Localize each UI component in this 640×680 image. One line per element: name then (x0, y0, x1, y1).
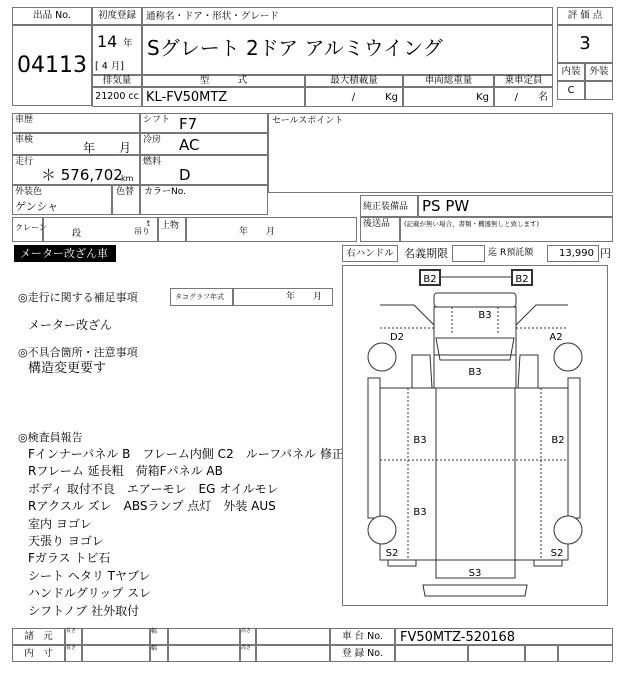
displacement-value: 21200 cc (92, 87, 142, 107)
mileage-label: 走行 (15, 157, 34, 167)
tacho-value: 年 月 (286, 292, 323, 302)
mileage-notes-heading: ◎走行に関する補足事項 (18, 291, 138, 304)
inspector-line: Fガラス トビ石 (28, 551, 111, 566)
damage-mark: B3 (478, 310, 492, 321)
fuel-value: D (179, 166, 191, 184)
recycle-label: R預託額 (500, 248, 534, 258)
spec-length (82, 628, 150, 645)
model-value: KL-FV50MTZ (142, 87, 305, 107)
inner-length-label: 長さ (65, 645, 82, 662)
inspector-line: Fインナーパネル B フレーム内側 C2 ルーフパネル 修正 (28, 447, 344, 461)
max-load-value: / Kg (305, 87, 403, 107)
spec-width (168, 628, 240, 645)
registration-cell-1 (395, 645, 468, 662)
spec-length-label: 長さ (65, 628, 82, 645)
inspector-heading: ◎検査員報告 (18, 431, 83, 444)
damage-mark: B2 (515, 274, 529, 285)
defects-note: 構造変更要す (28, 361, 107, 376)
registration-cell-3 (525, 645, 558, 662)
equipment-value: PS PW (422, 197, 470, 215)
chassis-label: 車 台 No. (330, 628, 395, 645)
shift-value: F7 (179, 115, 198, 133)
damage-mark: A2 (549, 332, 563, 343)
vehicle-title: Sグレート 2ドア アルミウイング (147, 36, 443, 60)
damage-mark: B3 (468, 367, 482, 378)
ac-value: AC (179, 136, 200, 154)
inner-height (256, 645, 330, 662)
inspector-line: Rアクスル ズレ ABSランプ 点灯 外装 AUS (28, 499, 276, 514)
gross-weight-label: 車両総重量 (403, 75, 494, 87)
spec-height (256, 628, 330, 645)
body-date: 年 月 (239, 227, 276, 237)
later-label: 後送品 (363, 219, 391, 229)
fuel-label: 燃料 (143, 157, 162, 167)
color-no-label: カラーNo. (144, 187, 186, 197)
equipment-label: 純正装備品 (363, 202, 409, 212)
gross-weight-value: Kg (403, 87, 494, 107)
crane-label: クレーン (15, 223, 47, 232)
reg-month: [ 4 月] (95, 61, 124, 72)
inspector-line: 室内 ヨゴレ (28, 516, 92, 531)
damage-mark: S2 (550, 548, 564, 559)
sales-point-label: セールスポイント (272, 116, 344, 126)
inspector-line: シフトノブ 社外取付 (28, 603, 140, 618)
mileage-value: ＊ 576,702 (41, 166, 123, 184)
reg-year-unit: 年 (123, 38, 133, 49)
inspector-line: ハンドルグリップ スレ (28, 586, 152, 601)
score-value: 3 (557, 25, 613, 63)
inner-width (168, 645, 240, 662)
meter-tampered-badge: メーター改ざん車 (14, 245, 116, 262)
inner-length (82, 645, 150, 662)
spec-label: 諸 元 (12, 628, 65, 645)
until-label: 迄 (488, 248, 498, 258)
interior-grade: C (557, 81, 585, 100)
damage-mark: B3 (413, 435, 427, 446)
capacity-value: / 名 (494, 87, 553, 107)
color-change-label: 色替 (116, 187, 135, 197)
ownership-label: 名義期限 (404, 247, 448, 260)
yen-label: 円 (600, 247, 611, 260)
damage-mark: S2 (385, 548, 399, 559)
model-label: 型 式 (142, 75, 305, 87)
crane-ton: t 吊り (134, 219, 150, 236)
inner-height-label: 高さ (240, 645, 256, 662)
shift-label: シフト (143, 115, 171, 125)
spec-height-label: 高さ (240, 628, 256, 645)
ac-label: 冷房 (143, 135, 162, 145)
damage-mark: S3 (468, 568, 482, 579)
crane-stage: 段 (72, 229, 82, 239)
damage-mark: B2 (423, 274, 437, 285)
mileage-unit: km (121, 174, 134, 183)
displacement-label: 排気量 (92, 75, 142, 87)
tacho-label: タコグラフ年式 (175, 293, 224, 301)
first-reg-label: 初度登録 (92, 7, 142, 25)
inner-label: 内 寸 (12, 645, 65, 662)
inner-width-label: 幅 (150, 645, 168, 662)
lot-label: 出品 No. (12, 7, 92, 25)
chassis-number: FV50MTZ-520168 (395, 628, 613, 645)
name-label: 通称名・ドア・形状・グレード (142, 7, 553, 25)
damage-mark: B3 (413, 507, 427, 518)
max-load-label: 最大積載量 (305, 75, 403, 87)
spec-width-label: 幅 (150, 628, 168, 645)
registration-cell-2 (468, 645, 525, 662)
recycle-fee: 13,990 (547, 245, 599, 262)
defects-heading: ◎不具合箇所・注意事項 (18, 346, 138, 359)
body-label: 上物 (161, 221, 180, 231)
interior-label: 内装 (557, 63, 585, 81)
history-label: 車歴 (15, 115, 34, 125)
damage-mark: B2 (551, 435, 565, 446)
lot-number: 04113 (12, 25, 92, 106)
color-value: ゲンシャ (15, 200, 59, 213)
score-label: 評 価 点 (557, 7, 613, 25)
mileage-note: メーター改ざん (28, 318, 113, 332)
inspection-label: 車検 (15, 135, 34, 145)
damage-mark: D2 (389, 332, 405, 343)
inspector-line: Rフレーム 延長粗 荷箱Fパネル AB (28, 464, 223, 479)
reg-year: 14 (97, 32, 118, 51)
color-label: 外装色 (15, 187, 43, 197)
capacity-label: 乗車定員 (494, 75, 553, 87)
inspector-line: 天張り ヨゴレ (28, 534, 104, 549)
right-hand-drive-badge: 右ハンドル (342, 245, 398, 262)
inspection-value: 年 月 (83, 141, 132, 155)
registration-label: 登 録 No. (330, 645, 395, 662)
later-note: (記載が無い場合、書類・機器無しと致します) (404, 220, 540, 228)
inspector-line: ボディ 取付不良 エアーモレ EG オイルモレ (28, 481, 279, 496)
registration-cell-4 (558, 645, 613, 662)
exterior-label: 外装 (585, 63, 613, 81)
inspector-line: シート ヘタリ Tヤブレ (28, 568, 151, 583)
